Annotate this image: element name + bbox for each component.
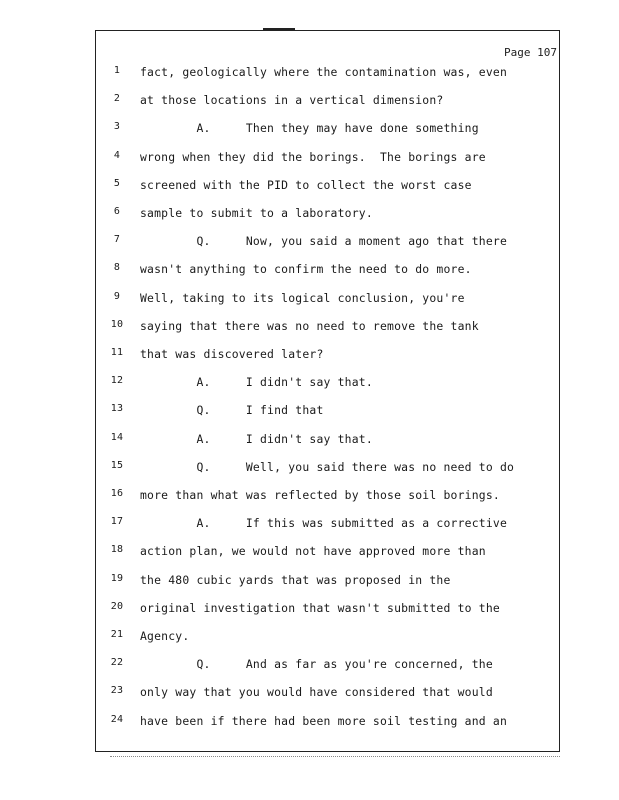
transcript-line — [95, 458, 560, 478]
page-number: Page 107 — [504, 46, 557, 59]
line-text: wrong when they did the borings. The borings are — [140, 149, 486, 164]
line-text: A. I didn't say that. — [140, 375, 373, 390]
line-number: 18 — [110, 544, 124, 556]
line-text: more than what was reflected by those soil borings. — [140, 488, 500, 502]
footer-rule — [110, 756, 560, 757]
line-text: screened with the PID to collect the worst case — [140, 177, 472, 192]
line-text: saying that there was no need to remove the tank — [140, 318, 479, 333]
transcript-line — [95, 204, 560, 224]
transcript-line — [95, 345, 560, 365]
transcript-line — [95, 571, 560, 591]
line-text: Agency. — [140, 629, 190, 643]
line-text: action plan, we would not have approved more than — [140, 544, 486, 559]
transcript-line — [95, 712, 560, 732]
transcript-line — [95, 317, 560, 337]
line-text: the 480 cubic yards that was proposed in the — [140, 572, 451, 587]
line-text: A. If this was submitted as a corrective — [140, 516, 508, 531]
line-text: A. I didn't say that. — [140, 431, 373, 446]
top-tick — [263, 28, 295, 31]
line-text: that was discovered later? — [140, 347, 324, 361]
line-number: 2 — [113, 93, 121, 105]
line-text: have been if there had been more soil testing and an — [140, 713, 508, 728]
line-text: original investigation that wasn't submitted to the — [140, 600, 500, 615]
line-number: 1 — [113, 65, 121, 76]
line-number: 5 — [113, 177, 121, 189]
line-number: 16 — [110, 488, 124, 499]
line-number: 17 — [110, 516, 124, 528]
line-text: at those locations in a vertical dimension? — [140, 93, 444, 108]
transcript-line — [95, 627, 560, 647]
line-number: 24 — [110, 713, 124, 725]
line-number: 11 — [110, 347, 124, 358]
transcript-line — [95, 683, 560, 703]
line-number: 7 — [113, 234, 121, 246]
transcript-line — [95, 119, 560, 139]
transcript-line — [95, 401, 560, 421]
transcript-line — [95, 514, 560, 534]
line-number: 14 — [110, 431, 124, 443]
transcript-line — [95, 430, 560, 450]
line-number: 21 — [110, 629, 124, 640]
line-text: wasn't anything to confirm the need to do more. — [140, 262, 472, 277]
line-number: 3 — [113, 121, 121, 133]
line-number: 22 — [110, 657, 124, 669]
line-number: 9 — [113, 290, 121, 302]
line-text: fact, geologically where the contamination was, even — [140, 65, 508, 79]
transcript-line — [95, 232, 560, 252]
line-number: 10 — [110, 318, 124, 330]
transcript-line — [95, 289, 560, 309]
transcript-line — [95, 655, 560, 675]
transcript-line — [95, 486, 560, 506]
line-text: sample to submit to a laboratory. — [140, 206, 373, 220]
line-number: 12 — [110, 375, 124, 387]
line-text: A. Then they may have done something — [140, 121, 479, 136]
line-text: Q. And as far as you're concerned, the — [140, 657, 493, 672]
line-number: 6 — [113, 206, 121, 217]
line-text: only way that you would have considered that would — [140, 685, 493, 700]
line-text: Well, taking to its logical conclusion, you're — [140, 290, 465, 305]
line-number: 8 — [113, 262, 121, 274]
line-number: 23 — [110, 685, 124, 697]
line-number: 4 — [113, 149, 121, 161]
transcript-line — [95, 599, 560, 619]
transcript-line — [95, 91, 560, 111]
line-text: Q. Well, you said there was no need to do — [140, 459, 515, 474]
line-text: Q. Now, you said a moment ago that there — [140, 234, 508, 249]
line-number: 13 — [110, 403, 124, 415]
transcript-line — [95, 63, 560, 83]
line-number: 15 — [110, 459, 124, 471]
line-number: 20 — [110, 600, 124, 612]
line-text: Q. I find that — [140, 403, 324, 418]
transcript-line — [95, 176, 560, 196]
line-number: 19 — [110, 572, 124, 584]
transcript-line — [95, 260, 560, 280]
transcript-line — [95, 373, 560, 393]
transcript-line — [95, 542, 560, 562]
transcript-line — [95, 148, 560, 168]
